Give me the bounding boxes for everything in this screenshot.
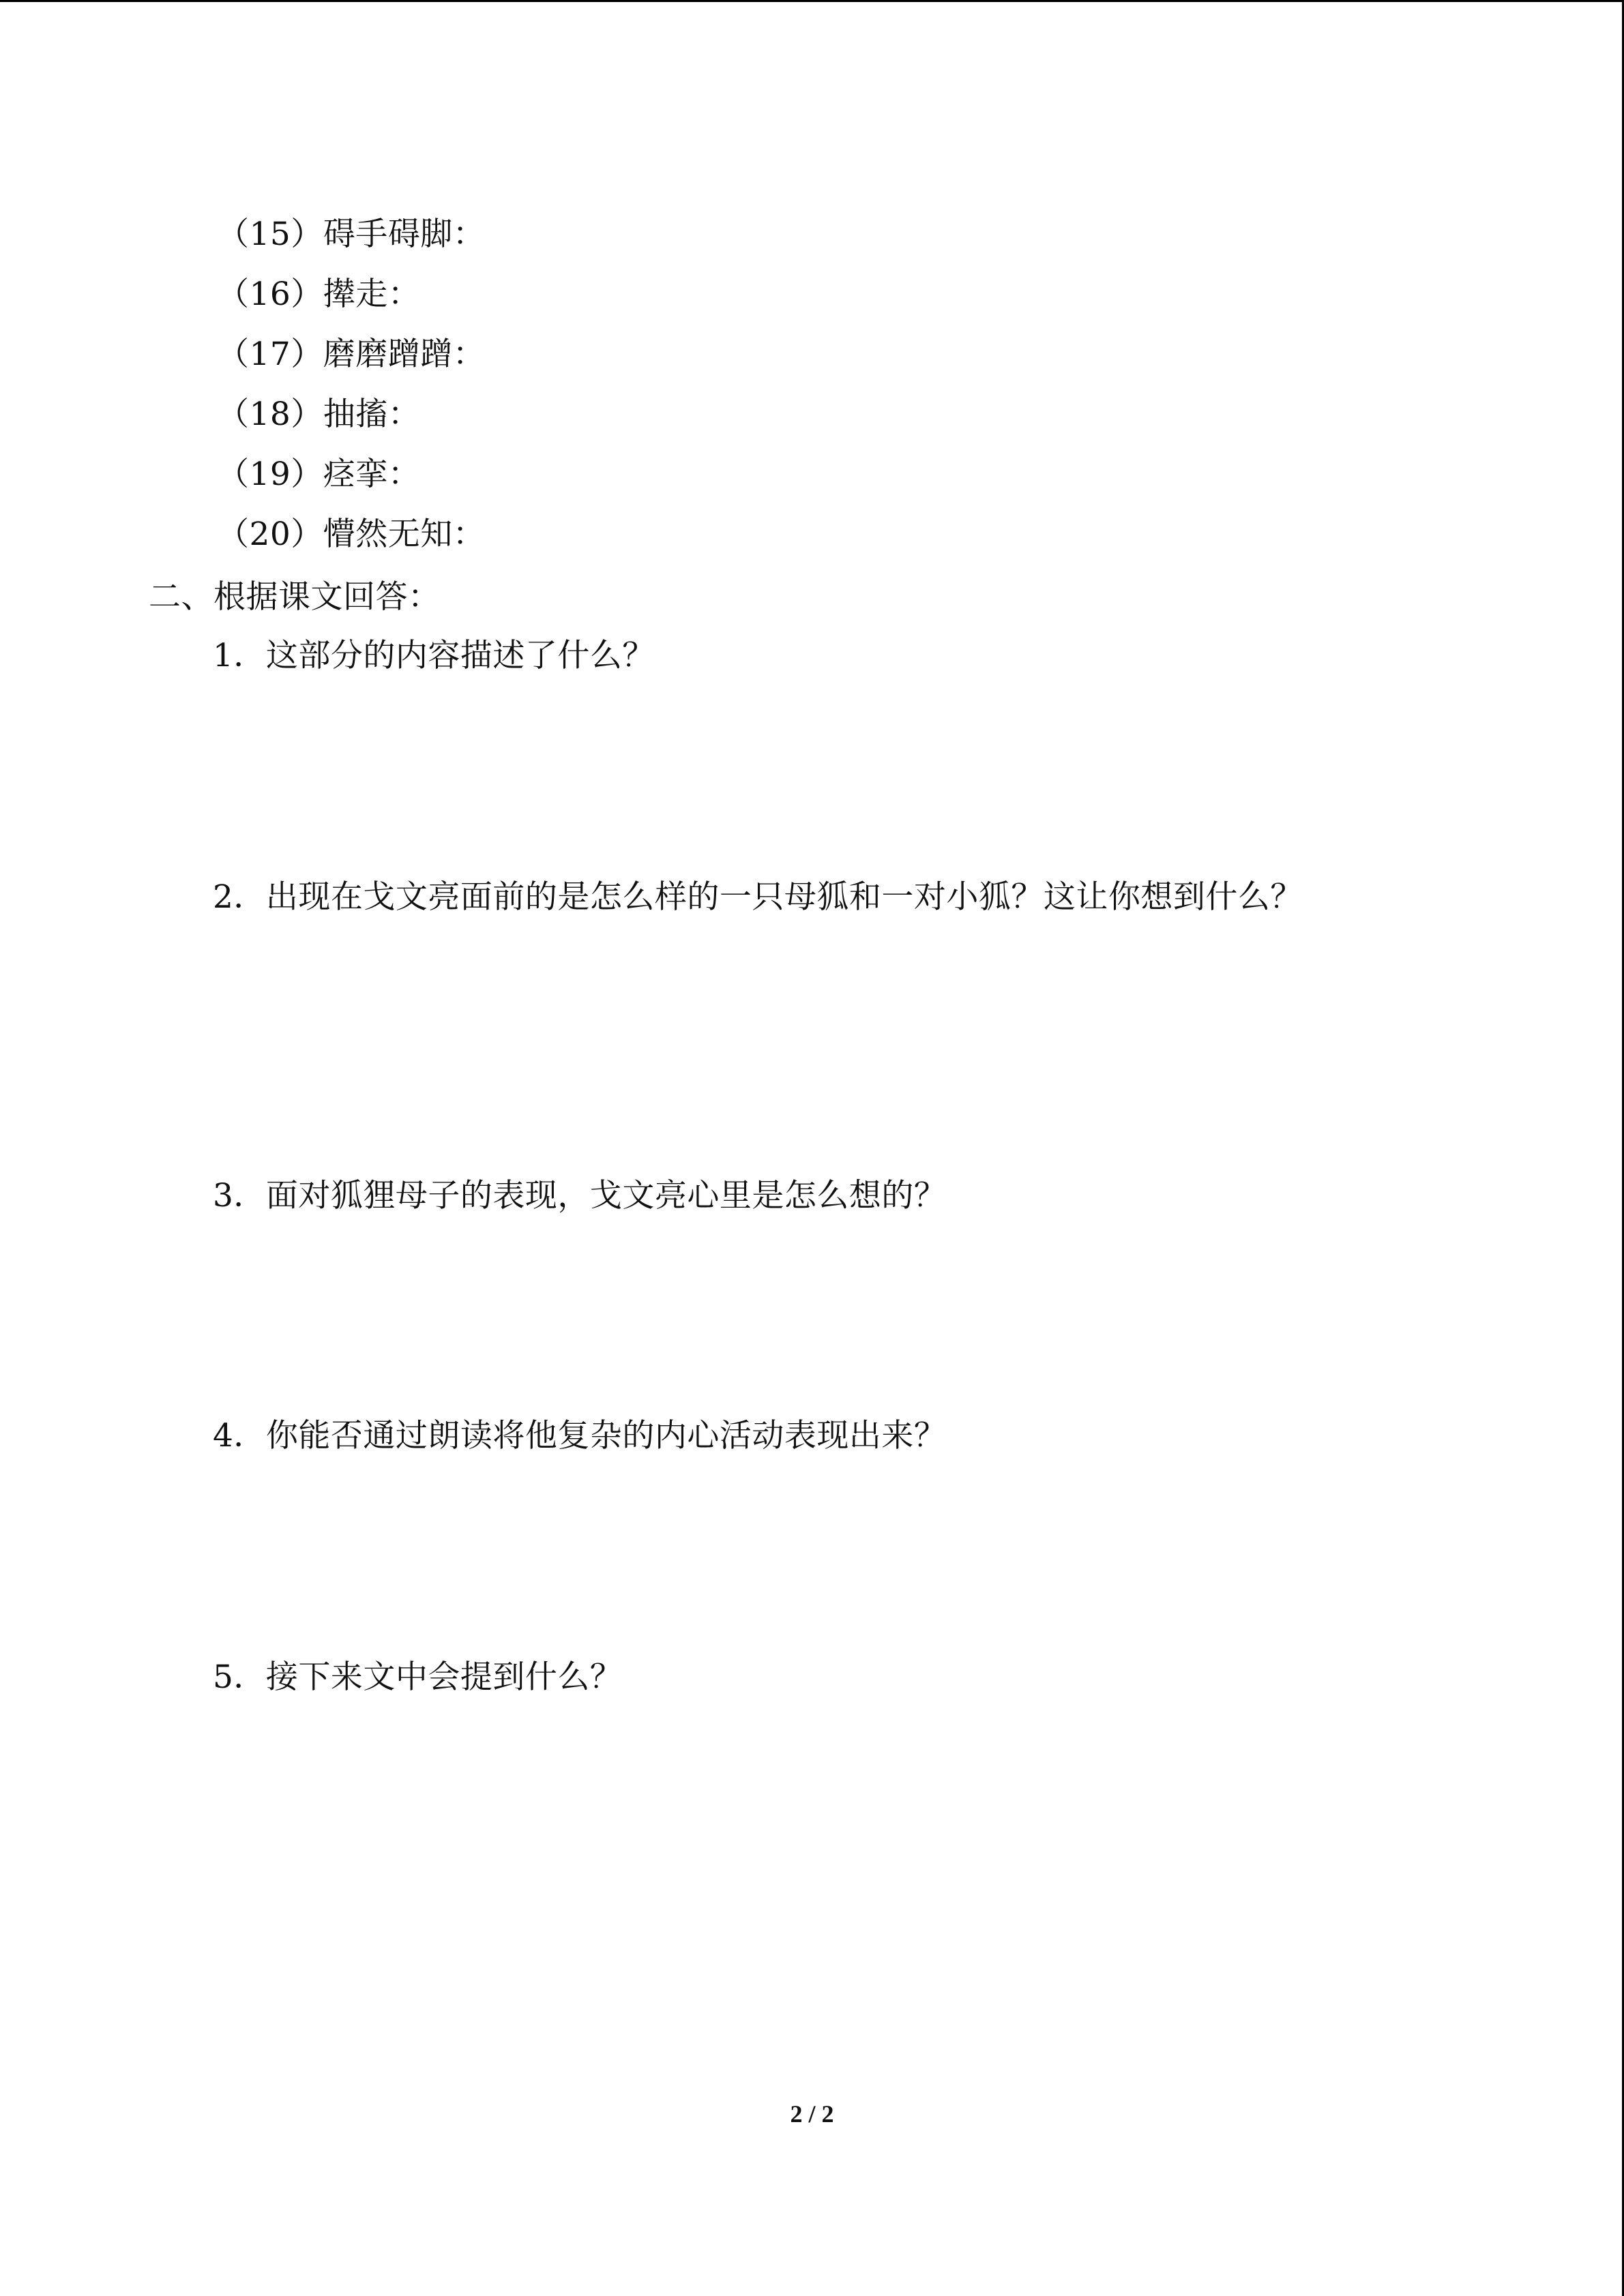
question-item: 5．接下来文中会提到什么？ <box>213 1658 623 1696</box>
question-item: 1．这部分的内容描述了什么？ <box>213 637 655 674</box>
vocab-item: （17）磨磨蹭蹭： <box>217 336 486 373</box>
vocab-item: （16）撵走： <box>217 275 421 313</box>
page-border-top <box>0 0 1624 2</box>
vocab-item: （19）痉挛： <box>217 456 421 493</box>
question-item: 2．出现在戈文亮面前的是怎么样的一只母狐和一对小狐？这让你想到什么？ <box>213 878 1303 916</box>
question-item: 3．面对狐狸母子的表现，戈文亮心里是怎么想的？ <box>213 1177 947 1214</box>
section-two-heading: 二、根据课文回答： <box>149 578 441 616</box>
vocab-item: （18）抽搐： <box>217 396 421 433</box>
question-item: 4．你能否通过朗读将他复杂的内心活动表现出来？ <box>213 1417 947 1455</box>
vocab-item: （20）懵然无知： <box>217 516 486 553</box>
vocab-item: （15）碍手碍脚： <box>217 215 486 253</box>
page-number: 2 / 2 <box>790 2100 834 2128</box>
